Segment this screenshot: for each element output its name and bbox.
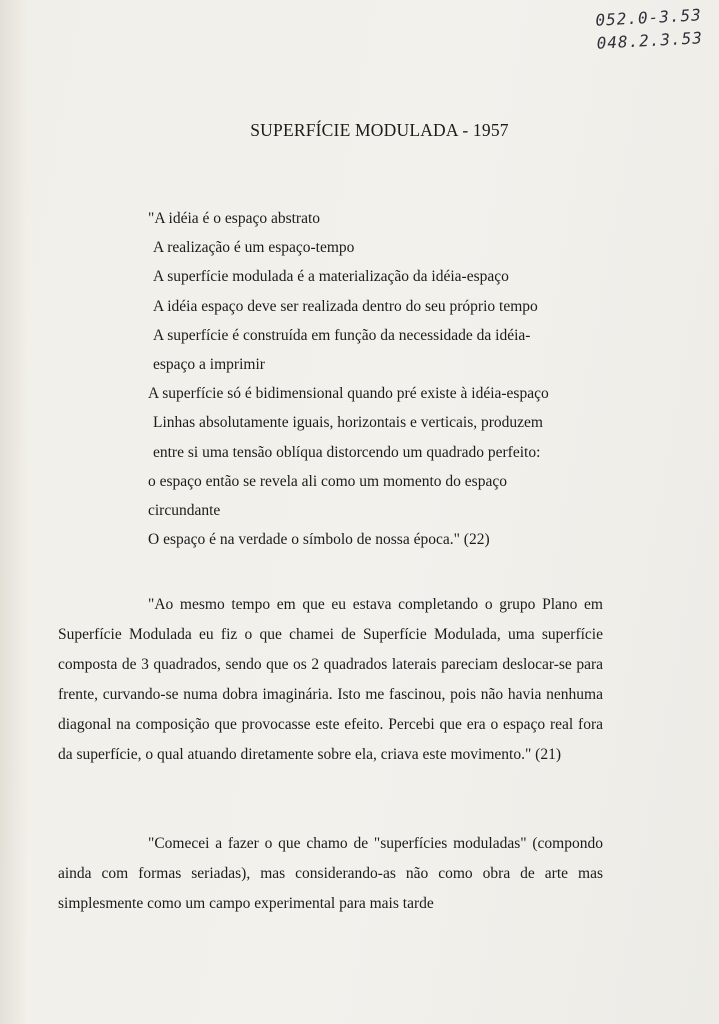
handwritten-note-2: 048.2.3.53 — [596, 28, 704, 53]
body-paragraph-2: "Comecei a fazer o que chamo de "superfícies moduladas" (compondo ainda com formas seriadas), mas considerando-as não como obra de arte mas simplesmente como um campo experimental para mais tarde — [58, 835, 603, 912]
poem-line: Linhas absolutamente iguais, horizontais e verticais, produzem — [153, 414, 543, 432]
poem-line: A superfície modulada é a materialização da idéia-espaço — [153, 268, 509, 286]
poem-line: O espaço é na verdade o símbolo de nossa época." (22) — [148, 531, 490, 549]
poem-line: espaço a imprimir — [153, 356, 265, 374]
poem-line: entre si uma tensão oblíqua distorcendo um quadrado perfeito: — [153, 443, 541, 461]
poem-line: A idéia espaço deve ser realizada dentro do seu próprio tempo — [153, 297, 538, 315]
poem-line: A superfície só é bidimensional quando pré existe à idéia-espaço — [148, 385, 549, 403]
poem-line: o espaço então se revela ali como um momento do espaço — [148, 472, 507, 490]
handwritten-note-1: 052.0-3.53 — [594, 5, 703, 30]
poem-line: A superfície é construída em função da necessidade da idéia- — [153, 326, 531, 344]
poem-line: "A idéia é o espaço abstrato — [148, 210, 321, 227]
poem-line: circundante — [148, 502, 221, 520]
page-title: SUPERFÍCIE MODULADA - 1957 — [250, 120, 509, 140]
poem-line: A realização é um espaço-tempo — [153, 239, 355, 257]
handwritten-annotation — [595, 3, 704, 55]
body-paragraph-1: "Ao mesmo tempo em que eu estava completando o grupo Plano em Superfície Modulada eu fiz o que chamei de Superfície Modulada, uma superfície composta de 3 quadrados, sendo que os 2 quadrados laterais pareciam deslocar-se para frente, curvando-se numa dobra imaginária. Isto me fascinou, pois não havia nenhuma diagonal na composição que provocasse este efeito. Percebi que era o espaço real fora da superfície, o qual atuando diretamente sobre ela, criava este movimento." (21) — [58, 596, 603, 763]
poem-quote — [148, 204, 549, 554]
